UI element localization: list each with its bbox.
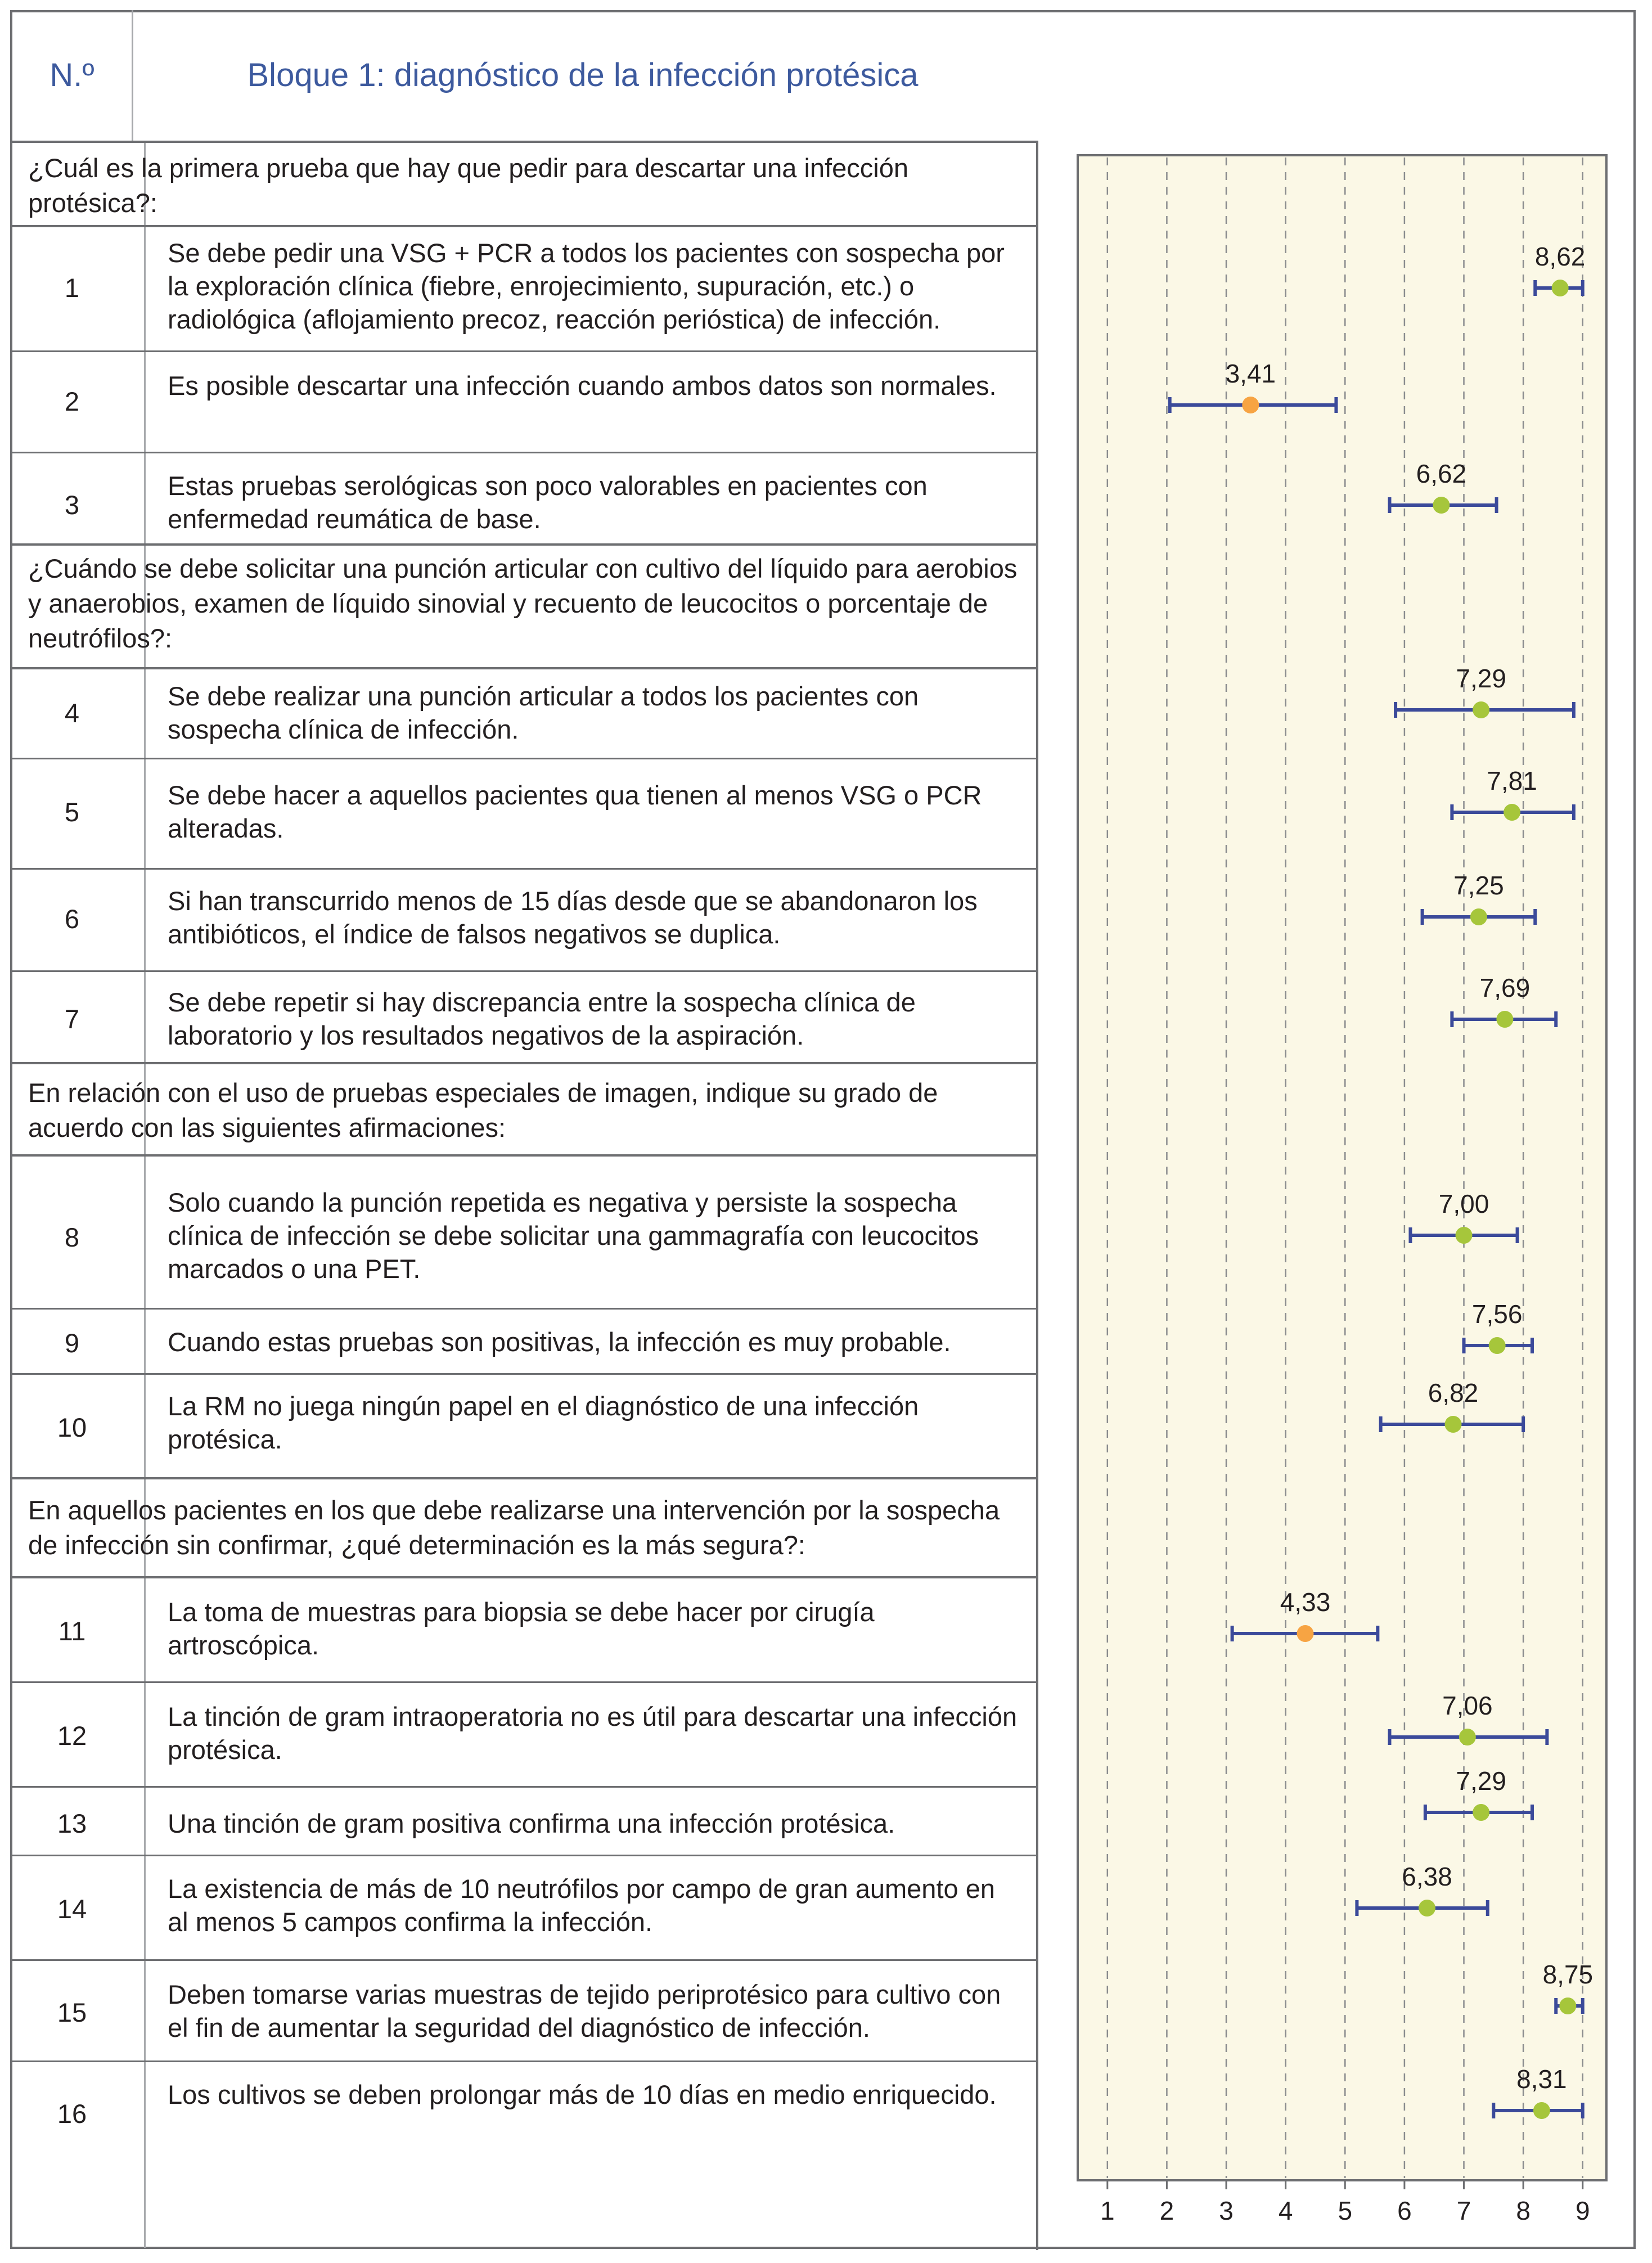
question-text: ¿Cuál es la primera prueba que hay que pedir para descartar una infección protésica?:: [28, 153, 908, 218]
statement-text: Se debe realizar una punción articular a todos los pacientes con sospecha clínica de infección.: [168, 681, 919, 744]
mean-point: [1419, 1900, 1435, 1916]
statement-text: Estas pruebas serológicas son poco valorables en pacientes con enfermedad reumática de base.: [168, 471, 928, 534]
value-label: 7,56: [1471, 1299, 1523, 1329]
statement-row: [12, 1788, 1037, 1856]
mean-point: [1552, 280, 1569, 296]
agreement-score-chart: [1069, 149, 1609, 2230]
statement-number: 12: [57, 1721, 87, 1751]
statement-number: 4: [64, 698, 80, 728]
statement-row: [12, 227, 1037, 352]
statement-number: 15: [57, 1997, 87, 2027]
statement-row: [12, 870, 1037, 972]
statement-text: Se debe hacer a aquellos pacientes qua tienen al menos VSG o PCR alteradas.: [168, 780, 982, 843]
value-label: 6,82: [1428, 1378, 1479, 1407]
statement-row: [12, 759, 1037, 870]
statement-text: La existencia de más de 10 neutrófilos por campo de gran aumento en al menos 5 campos confirma la infección.: [168, 1874, 995, 1937]
statement-number: 3: [64, 490, 80, 520]
value-label: 3,41: [1225, 359, 1276, 388]
value-label: 7,29: [1456, 1766, 1506, 1796]
mean-point: [1559, 1997, 1576, 2014]
statement-row: [12, 1683, 1037, 1788]
value-label: 6,38: [1402, 1862, 1452, 1891]
question-row: [12, 1064, 1037, 1157]
column-header-number: N.º: [49, 57, 94, 93]
statement-number: 16: [57, 2099, 87, 2129]
mean-point: [1473, 701, 1489, 718]
question-text: En relación con el uso de pruebas especiales de imagen, indique su grado de acuerdo con las siguientes afirmaciones:: [28, 1078, 938, 1142]
value-label: 8,62: [1534, 242, 1586, 271]
statement-text: Se debe pedir una VSG + PCR a todos los pacientes con sospecha por la exploración clínica (fiebre, enrojecimiento, supuración, etc.) o radiológica (aflojamiento precoz, reacción perióstica) de infección.: [168, 238, 1005, 334]
question-row: [12, 546, 1037, 669]
mean-point: [1297, 1625, 1314, 1642]
statement-text: Solo cuando la punción repetida es negativa y persiste la sospecha clínica de infección se debe solicitar una gammagrafía con leucocitos marcados o una PET.: [168, 1187, 979, 1284]
value-label: 7,69: [1479, 973, 1531, 1002]
statement-number: 7: [64, 1004, 80, 1034]
statement-row: [12, 972, 1037, 1064]
x-tick-label: 2: [1159, 2196, 1174, 2225]
statement-row: [12, 1157, 1037, 1310]
value-label: 8,31: [1516, 2064, 1567, 2094]
x-tick-label: 1: [1100, 2196, 1115, 2225]
statement-text: Es posible descartar una infección cuando ambos datos son normales.: [168, 371, 997, 401]
value-label: 7,00: [1438, 1189, 1489, 1218]
plot-area: [1078, 155, 1606, 2180]
statement-text: Cuando estas pruebas son positivas, la infección es muy probable.: [168, 1327, 951, 1357]
value-label: 7,25: [1453, 871, 1504, 900]
statement-text: Una tinción de gram positiva confirma una infección protésica.: [168, 1808, 895, 1838]
mean-point: [1496, 1011, 1513, 1028]
statement-text: Se debe repetir si hay discrepancia entre la sospecha clínica de laboratorio y los resultados negativos de la aspiración.: [168, 987, 916, 1050]
mean-point: [1533, 2102, 1550, 2119]
statement-row: [12, 352, 1037, 453]
statement-number: 2: [64, 386, 80, 416]
value-label: 7,06: [1442, 1691, 1493, 1720]
mean-point: [1433, 497, 1450, 514]
x-tick-label: 9: [1575, 2196, 1590, 2225]
statement-number: 9: [64, 1328, 80, 1358]
value-label: 8,75: [1542, 1960, 1594, 1989]
mean-point: [1242, 397, 1259, 413]
question-row: [12, 1479, 1037, 1578]
statement-row: [12, 1375, 1037, 1479]
question-text: En aquellos pacientes en los que debe realizarse una intervención por la sospecha de infección sin confirmar, ¿qué determinación es la más segura?:: [28, 1495, 1000, 1560]
mean-point: [1459, 1729, 1476, 1745]
statement-number: 8: [64, 1222, 80, 1252]
statement-number: 10: [57, 1412, 87, 1442]
x-tick-label: 7: [1456, 2196, 1471, 2225]
statement-number: 1: [64, 273, 80, 303]
statement-number: 14: [57, 1894, 87, 1924]
x-tick-label: 8: [1516, 2196, 1531, 2225]
mean-point: [1473, 1804, 1489, 1821]
statement-text: Si han transcurrido menos de 15 días desde que se abandonaron los antibióticos, el índice de falsos negativos se duplica.: [168, 886, 978, 949]
x-tick-label: 5: [1338, 2196, 1353, 2225]
statement-row: [12, 1578, 1037, 1683]
statement-row: [12, 453, 1037, 546]
statement-text: La toma de muestras para biopsia se debe hacer por cirugía artroscópica.: [168, 1597, 875, 1660]
value-label: 6,62: [1416, 459, 1467, 488]
mean-point: [1445, 1416, 1462, 1433]
value-label: 4,33: [1280, 1587, 1331, 1617]
question-text: ¿Cuándo se debe solicitar una punción articular con cultivo del líquido para aerobios y anaerobios, examen de líquido sinovial y recuento de leucocitos o porcentaje de neutrófilos?:: [28, 554, 1018, 653]
statement-text: La RM no juega ningún papel en el diagnóstico de una infección protésica.: [168, 1391, 919, 1454]
statement-row: [12, 1856, 1037, 1961]
statement-text: Deben tomarse varias muestras de tejido periprotésico para cultivo con el fin de aumentar la seguridad del diagnóstico de infección.: [168, 1979, 1001, 2042]
statement-text: La tinción de gram intraoperatoria no es útil para descartar una infección protésica.: [168, 1702, 1018, 1765]
mean-point: [1504, 804, 1520, 821]
block-title: Bloque 1: diagnóstico de la infección protésica: [247, 57, 919, 93]
x-tick-label: 6: [1397, 2196, 1412, 2225]
mean-point: [1456, 1227, 1473, 1244]
statement-row: [12, 1310, 1037, 1375]
statements-table: [12, 141, 1038, 2250]
value-label: 7,29: [1456, 664, 1506, 693]
question-row: [12, 143, 1037, 227]
mean-point: [1489, 1337, 1506, 1354]
statement-number: 5: [64, 797, 80, 827]
statement-number: 13: [57, 1808, 87, 1838]
statement-text: Los cultivos se deben prolongar más de 10 días en medio enriquecido.: [168, 2080, 997, 2109]
statement-row: [12, 669, 1037, 759]
statement-number: 6: [64, 904, 80, 934]
statement-number: 11: [58, 1616, 86, 1646]
mean-point: [1470, 908, 1487, 925]
value-label: 7,81: [1487, 766, 1537, 795]
x-tick-label: 3: [1219, 2196, 1234, 2225]
statement-row: [12, 2062, 1037, 2248]
x-tick-label: 4: [1278, 2196, 1293, 2225]
statement-row: [12, 1961, 1037, 2062]
